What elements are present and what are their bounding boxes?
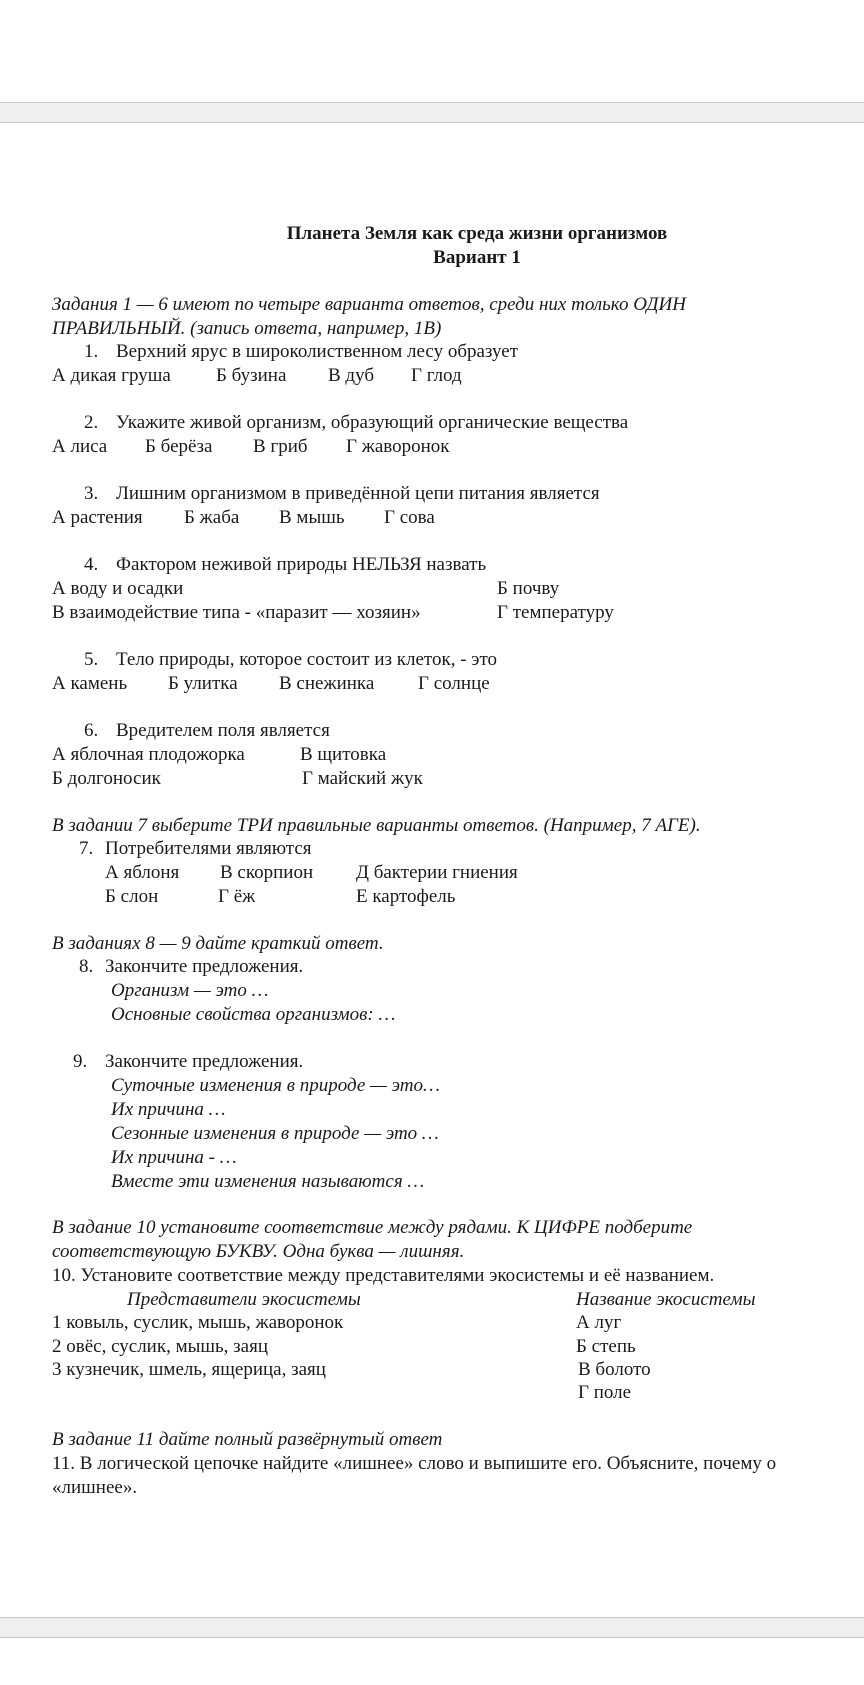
- question-5: [84, 648, 497, 672]
- question-number: 1.: [84, 341, 99, 362]
- question-10: 10. Установите соответствие между представителями экосистемы и её названием.: [52, 1265, 715, 1286]
- option: Г жаворонок: [346, 436, 450, 457]
- option: Б долгоносик: [52, 768, 161, 789]
- answer-prompt: Организм — это …: [111, 980, 269, 1001]
- question-9: [73, 1050, 303, 1074]
- option: А растения: [52, 507, 143, 528]
- question-number: 6.: [84, 720, 99, 741]
- question-11-line1: 11. В логической цепочке найдите «лишнее» слово и выпишите его. Объясните, почему о: [52, 1453, 777, 1474]
- option: Г температуру: [497, 602, 614, 623]
- option: Г майский жук: [302, 768, 423, 789]
- instructions-part1-line1: Задания 1 — 6 имеют по четыре варианта ответов, среди них только ОДИН: [52, 294, 686, 315]
- option: Д бактерии гниения: [356, 862, 518, 883]
- option: В мышь: [279, 507, 345, 528]
- match-right-item: Г поле: [578, 1382, 632, 1403]
- column-header-left: Представители экосистемы: [127, 1289, 361, 1310]
- question-text: Закончите предложения.: [105, 1051, 304, 1072]
- match-right-item: Б степь: [576, 1336, 636, 1357]
- option: А лиса: [52, 436, 108, 457]
- option: Б почву: [497, 578, 560, 599]
- question-text: Закончите предложения.: [105, 956, 304, 977]
- instructions-part5: В задание 11 дайте полный развёрнутый ответ: [52, 1429, 443, 1450]
- option: А яблоня: [105, 862, 180, 883]
- question-11-line2: «лишнее».: [52, 1477, 138, 1498]
- question-text: Фактором неживой природы НЕЛЬЗЯ назвать: [116, 554, 487, 575]
- question-text: Тело природы, которое состоит из клеток, - это: [116, 649, 498, 670]
- question-text: Лишним организмом в приведённой цепи питания является: [116, 483, 600, 504]
- question-number: 3.: [84, 483, 99, 504]
- answer-prompt: Основные свойства организмов: …: [111, 1004, 396, 1025]
- option: А камень: [52, 673, 128, 694]
- question-8: [79, 955, 303, 979]
- viewer-band-bottom: [0, 1617, 864, 1638]
- option: А яблочная плодожорка: [52, 744, 245, 765]
- option: Б жаба: [184, 507, 240, 528]
- question-text: Укажите живой организм, образующий органические вещества: [116, 412, 629, 433]
- question-text: Вредителем поля является: [116, 720, 330, 741]
- option: Г сова: [384, 507, 435, 528]
- instructions-part4-line1: В задание 10 установите соответствие между рядами. К ЦИФРЕ подберите: [52, 1217, 693, 1238]
- answer-prompt: Сезонные изменения в природе — это …: [111, 1123, 439, 1144]
- match-right-item: А луг: [576, 1312, 622, 1333]
- match-right-item: В болото: [578, 1359, 651, 1380]
- column-header-right: Название экосистемы: [576, 1289, 756, 1310]
- answer-prompt: Вместе эти изменения называются …: [111, 1171, 425, 1192]
- answer-prompt: Их причина - …: [111, 1147, 237, 1168]
- answer-prompt: Их причина …: [111, 1099, 226, 1120]
- instructions-part3: В заданиях 8 — 9 дайте краткий ответ.: [52, 933, 384, 954]
- question-number: 2.: [84, 412, 99, 433]
- question-2: [84, 411, 628, 435]
- question-text: Верхний ярус в широколиственном лесу образует: [116, 341, 519, 362]
- question-7: [79, 837, 312, 861]
- question-number: 7.: [79, 838, 94, 859]
- question-number: 8.: [79, 956, 94, 977]
- question-number: 9.: [73, 1051, 88, 1072]
- option: А воду и осадки: [52, 578, 184, 599]
- option: Б берёза: [145, 436, 213, 457]
- instructions-part4-line2: соответствующую БУКВУ. Одна буква — лишняя.: [52, 1241, 465, 1262]
- option: Е картофель: [356, 886, 456, 907]
- option: В щитовка: [300, 744, 387, 765]
- option: В дуб: [328, 365, 375, 386]
- option: А дикая груша: [52, 365, 171, 386]
- question-number: 4.: [84, 554, 99, 575]
- variant-title: Вариант 1: [433, 247, 521, 268]
- option: В гриб: [253, 436, 308, 457]
- question-1: [84, 340, 518, 364]
- question-number: 5.: [84, 649, 99, 670]
- page-title: Планета Земля как среда жизни организмов: [286, 223, 668, 244]
- answer-prompt: Суточные изменения в природе — это…: [111, 1075, 440, 1096]
- question-6: [84, 719, 330, 743]
- option: Б улитка: [168, 673, 238, 694]
- question-3: [84, 482, 600, 506]
- option: Б бузина: [216, 365, 287, 386]
- option: Б слон: [105, 886, 159, 907]
- option: В скорпион: [220, 862, 314, 883]
- match-left-item: 1 ковыль, суслик, мышь, жаворонок: [52, 1312, 344, 1333]
- instructions-part1-line2: ПРАВИЛЬНЫЙ. (запись ответа, например, 1В): [52, 318, 442, 339]
- match-left-item: 2 овёс, суслик, мышь, заяц: [52, 1336, 269, 1357]
- option: Г ёж: [218, 886, 256, 907]
- viewer-band-top: [0, 102, 864, 123]
- option: В снежинка: [279, 673, 375, 694]
- option: Г глод: [411, 365, 462, 386]
- question-text: Потребителями являются: [105, 838, 312, 859]
- option: В взаимодействие типа - «паразит — хозяин»: [52, 602, 421, 623]
- match-left-item: 3 кузнечик, шмель, ящерица, заяц: [52, 1359, 326, 1380]
- option: Г солнце: [418, 673, 490, 694]
- instructions-part2: В задании 7 выберите ТРИ правильные варианты ответов. (Например, 7 АГЕ).: [52, 815, 701, 836]
- question-4: [84, 553, 486, 577]
